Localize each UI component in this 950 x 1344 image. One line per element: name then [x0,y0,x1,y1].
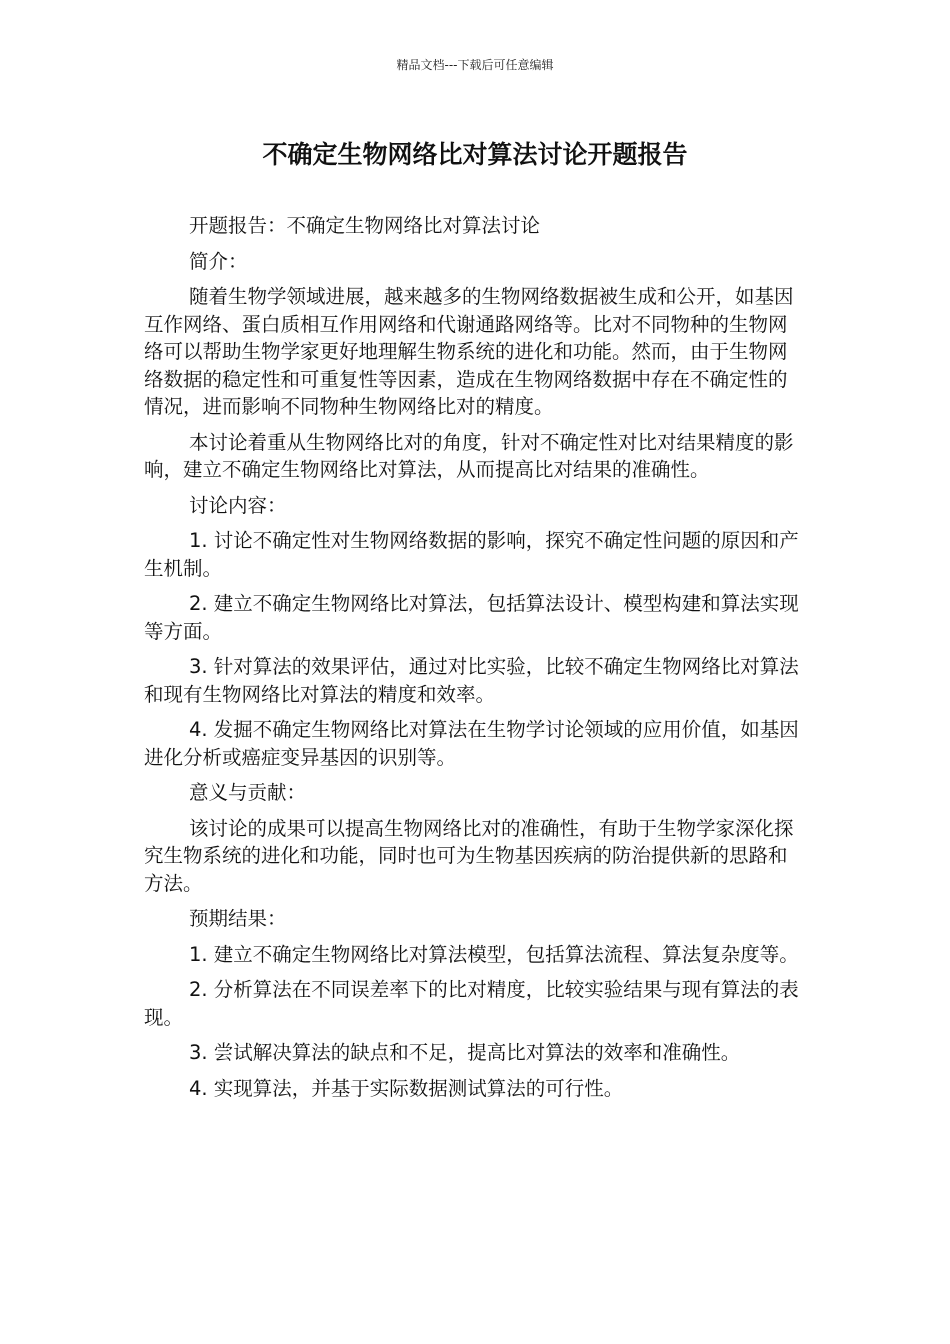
section-heading-content: 讨论内容： [189,493,287,517]
document-body [144,212,800,1110]
paragraph-intro-purpose: 本讨论着重从生物网络比对的角度，针对不确定性对比对结果精度的影响，建立不确定生物网络比对算法，从而提高比对结果的准确性。 [144,430,794,481]
page-header: 精品文档---下载后可任意编辑 [396,58,554,72]
list-item-result-3: 3. 尝试解决算法的缺点和不足，提高比对算法的效率和准确性。 [189,1041,741,1064]
paragraph-subject: 开题报告：不确定生物网络比对算法讨论 [189,214,541,237]
section-heading-expected-results: 预期结果： [189,907,287,930]
list-item-result-2: 2. 分析算法在不同误差率下的比对精度，比较实验结果与现有算法的表现。 [144,978,799,1029]
list-item-content-1: 1. 讨论不确定性对生物网络数据的影响，探究不确定性问题的原因和产生机制。 [144,529,799,580]
list-item-content-3: 3. 针对算法的效果评估，通过对比实验，比较不确定生物网络比对算法和现有生物网络比对算法的精度和效率。 [144,655,799,706]
list-item-content-4: 4. 发掘不确定生物网络比对算法在生物学讨论领域的应用价值，如基因进化分析或癌症变异基因的识别等。 [144,718,799,769]
section-heading-intro: 简介： [189,249,248,273]
paragraph-significance: 该讨论的成果可以提高生物网络比对的准确性，有助于生物学家深化探究生物系统的进化和功能，同时也可为生物基因疾病的防治提供新的思路和方法。 [144,816,794,895]
list-item-result-1: 1. 建立不确定生物网络比对算法模型，包括算法流程、算法复杂度等。 [189,942,799,966]
list-item-content-2: 2. 建立不确定生物网络比对算法，包括算法设计、模型构建和算法实现等方面。 [144,592,799,643]
paragraph-intro-background: 随着生物学领域进展，越来越多的生物网络数据被生成和公开，如基因互作网络、蛋白质相互作用网络和代谢通路网络等。比对不同物种的生物网络可以帮助生物学家更好地理解生物系统的进化和功能。然而，由于生物网络数据的稳定性和可重复性等因素，造成在生物网络数据中存在不确定性的情况，进而影响不同物种生物网络比对的精度。 [144,285,794,418]
document-title: 不确定生物网络比对算法讨论开题报告 [262,140,688,169]
list-item-result-4: 4. 实现算法，并基于实际数据测试算法的可行性。 [189,1076,624,1100]
section-heading-significance: 意义与贡献： [189,781,307,804]
